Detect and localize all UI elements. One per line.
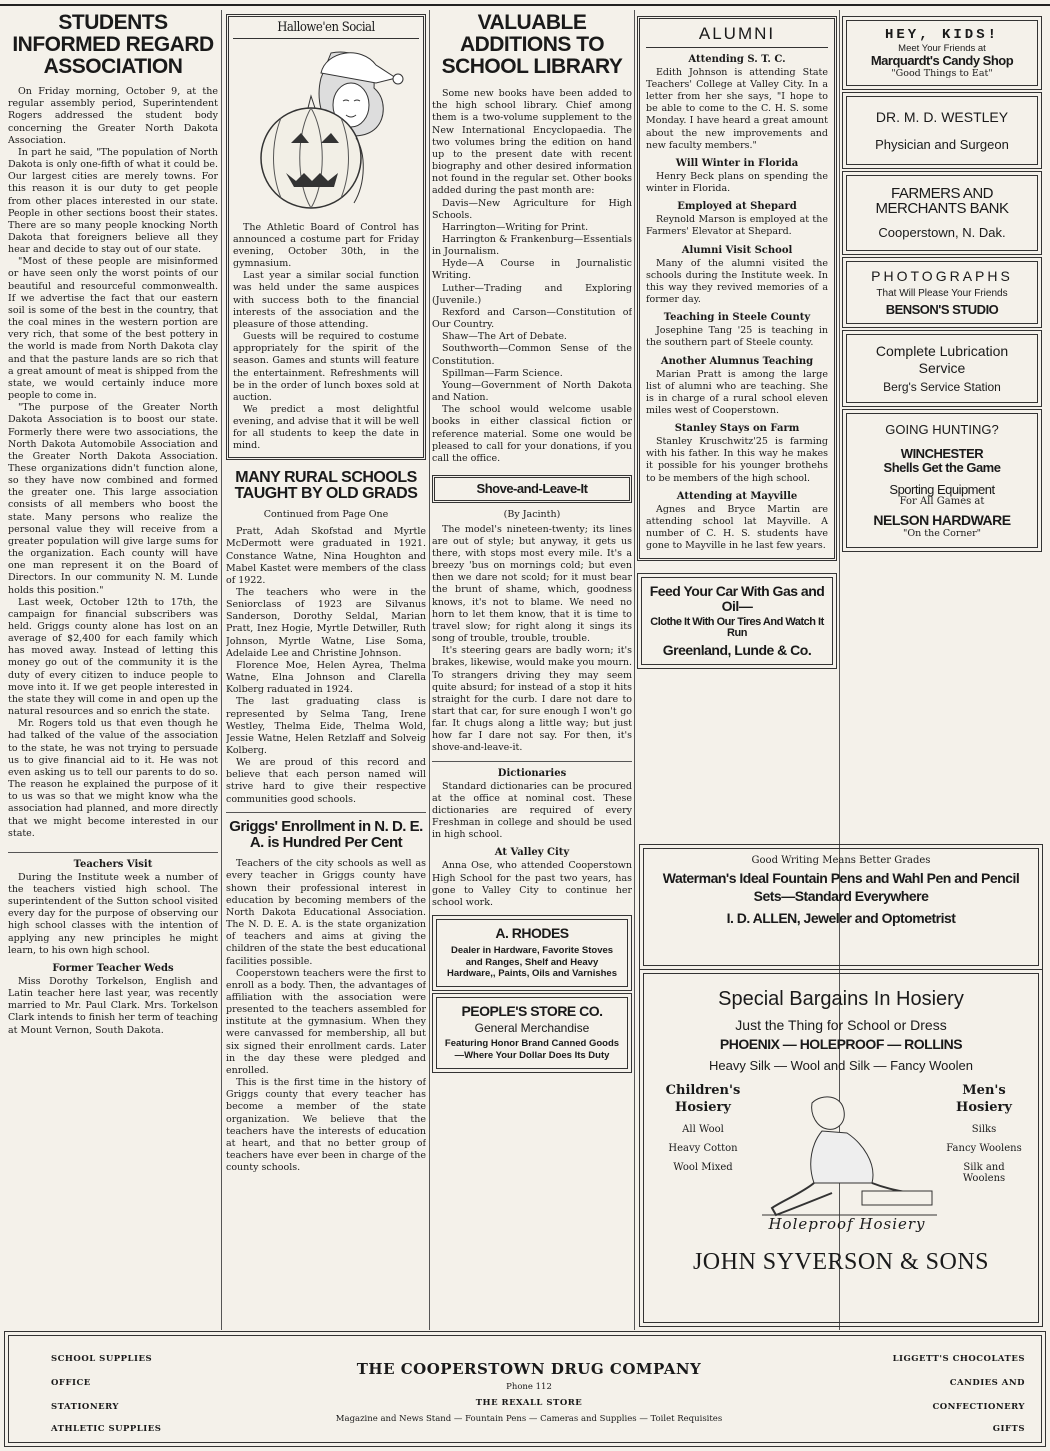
teachers-visit-title: Teachers Visit (73, 858, 153, 870)
column-2 (226, 10, 426, 1328)
peoples-store-ad (436, 997, 628, 1068)
drug-name: THE COOPERSTOWN DRUG COMPANY (356, 1360, 702, 1378)
book-item: Spillman—Farm Science. (442, 367, 563, 379)
drug-left-item: STATIONERY (51, 1402, 119, 1412)
halloween-paragraph: Guests will be required to costume appropriately for the spirit of the season. Games and stunts will feature the entertainment. Refreshments will be in the order of lunch boxes sold at auction. (233, 331, 419, 403)
column-rule (429, 10, 430, 1330)
book-item: Rexford and Carson—Constitution of Our Country. (432, 306, 632, 331)
hosiery-illustration (752, 1083, 942, 1233)
drug-rexall: THE REXALL STORE (475, 1398, 583, 1408)
shove-paragraph: The model's nineteen-twenty; its lines are out of style; but anyway, it gets us there, with stops most every mile. It's a breezy 'bus on mornings cold; but even then we dare not scold; for it must bear the brunt of shame, which, goodness knows, it's not to blame. We need no horn to let them know, that it is time to travel slow; for right along it sings its song of trouble, trouble, trouble. (432, 523, 632, 645)
hunt-line-6: NELSON HARDWARE (873, 512, 1011, 529)
rural-paragraph: Pratt, Adah Skofstad and Myrtle McDermott were graduated in 1921. Constance Watne, Nina Houghton and Mabel Kastet were members of the class of 1922. (226, 526, 426, 586)
column-rule (221, 10, 222, 1330)
rhodes-text: Dealer in Hardware, Favorite Stoves and Ranges, Shelf and Heavy Hardware,, Paints, Oils and Varnishes (446, 944, 617, 980)
book-item: Harrington & Frankenburg—Essentials in Journalism. (432, 234, 632, 258)
drug-company-ad (8, 1335, 1042, 1443)
drug-right-item: CONFECTIONERY (932, 1402, 1025, 1412)
candy-shop-ad (846, 20, 1038, 86)
hosiery-brands: PHOENIX — HOLEPROOF — ROLLINS (719, 1036, 963, 1052)
article-paragraph: In part he said, "The population of North Dakota is only one-fifth of what it could be. Our largest cities are merely towns. For this reason it is our duty to get people from other places interested in our state. People in other sections boost their states. There are so many people knocking North Dakota that foreigners believe all they hear and decide to stay out of our state. (8, 146, 218, 256)
halloween-paragraph: Last year a similar social function was held under the same auspices with success both to the financial interests of the association and the pleasure of those attending. (233, 270, 419, 330)
children-item: All Wool (682, 1124, 724, 1136)
peoples-text: Featuring Honor Brand Canned Goods—Where Your Dollar Does Its Duty (444, 1038, 620, 1061)
men-item: Silk and Woolens (962, 1162, 1006, 1185)
alumni-item-title: Alumni Visit School (681, 244, 793, 256)
divider (8, 852, 218, 853)
hosiery-title: Special Bargains In Hosiery (718, 988, 964, 1010)
lube-line-1: Complete Lubrication Service (875, 342, 1009, 376)
headline-griggs-enrollment: Griggs' Enrollment in N. D. E. A. is Hundred Per Cent (229, 817, 423, 851)
allen-line-2: Waterman's Ideal Fountain Pens and Wahl Pen and Pencil Sets—Standard Everywhere (662, 870, 1020, 904)
hunt-line-7: "On the Corner" (902, 527, 982, 539)
column-1 (8, 10, 218, 1328)
drug-right-item: CANDIES AND (949, 1378, 1025, 1388)
drug-right-item: LIGGETT'S CHOCOLATES (892, 1354, 1025, 1364)
alumni-item (646, 312, 828, 349)
hosiery-sub: Just the Thing for School or Dress (735, 1017, 947, 1033)
rural-paragraph: The last graduating class is represented by Selma Tang, Irene Westley, Thelma Eide, Thelma Wold, Jessie Watne, Helen Retzlaff and Solveig Kolberg. (226, 696, 426, 757)
kids-line-4: "Good Things to Eat" (891, 67, 993, 79)
greenland-lunde-ad (641, 577, 833, 664)
headline-library: VALUABLE ADDITIONS TO SCHOOL LIBRARY (441, 11, 623, 79)
book-item: Davis—New Agriculture for High Schools. (432, 197, 632, 221)
hosiery-illustration-area (652, 1083, 1030, 1243)
feed-line-2: Clothe It With Our Tires And Watch It Run (650, 615, 824, 640)
griggs-paragraph: This is the first time in the history of Griggs county that every teacher has become a member of the state organization. We believe that the teachers have the interests of education at heart, and that no better group of teachers have ever been in charge of the county schools. (226, 1077, 426, 1174)
shove-byline: (By Jacinth) (503, 508, 561, 520)
shove-box (432, 475, 632, 503)
continued-note: Continued from Page One (263, 509, 389, 521)
drug-left-item: OFFICE (51, 1378, 91, 1388)
article-paragraph: "The purpose of the Greater North Dakota Association is to boost our state. Formerly there were two associations, the North Dakota Automobile Association and the Greater North Dakota Association. These organizations didn't function alone, so they have now combined and formed the greater one. This large association consists of all members who boost the state. Many persons who realize the personal value they will receive from a greater population will give large sums for the organization. Each county will have one man represent it on the Board of Directors. In our community N. M. Lunde holds this position." (8, 402, 218, 596)
alumni-title: ALUMNI (646, 25, 828, 48)
rural-paragraph: The teachers who were in the Seniorclass of 1923 are Silvanus Sanderson, Dorothy Seldal, Marian Pratt, Inez Hogie, Myrtle Detwiller, Ruth Johnson, Myrtle Watne, Lise Soma, Adelaide Lee and Christine Johnson. (226, 586, 426, 659)
rhodes-name: A. RHODES (495, 925, 569, 941)
book-item: Harrington—Writing for Print. (442, 221, 589, 233)
book-item: Young—Government of North Dakota and Nation. (432, 379, 632, 404)
hosiery-kinds: Heavy Silk — Wool and Silk — Fancy Woolen (709, 1057, 973, 1073)
alumni-item-text: Josephine Tang '25 is teaching in the southern part of Steele county. (646, 325, 828, 349)
alumni-item-title: Attending S. T. C. (688, 53, 786, 65)
photo-line-2: That Will Please Your Friends (876, 288, 1008, 300)
alumni-item-title: Another Alumnus Teaching (660, 355, 814, 367)
article-paragraph: Last week, October 12th to 17th, the campaign for financial subscribers was held. Griggs county alone has lost on an average of $2,400 for each family which has moved away. Instead of letting this money go out of the community it is the duty of every citizen to induce people to move into it. If we get people interested in the state they will come in and open up the natural resources and so enrich the state. (8, 596, 218, 718)
syverson-store: JOHN SYVERSON & SONS (692, 1248, 990, 1275)
bank-ad (846, 175, 1038, 252)
drug-left-item: SCHOOL SUPPLIES (51, 1354, 153, 1364)
rhodes-ad (436, 919, 628, 987)
drug-left-item: ATHLETIC SUPPLIES (51, 1424, 162, 1434)
alumni-item-text: Many of the alumni visited the schools during the Institute week. In this way they revived memories of a former day. (646, 257, 828, 306)
book-item: Shaw—The Art of Debate. (442, 331, 567, 343)
feed-line-1: Feed Your Car With Gas and Oil— (649, 583, 825, 615)
halloween-box (226, 14, 426, 460)
halloween-illustration (236, 43, 416, 218)
divider (226, 812, 426, 813)
westley-ad (846, 96, 1038, 165)
kids-line-1: HEY, KIDS! (884, 27, 999, 43)
halloween-title: Hallowe'en Social (233, 21, 419, 39)
drug-right-item: GIFTS (992, 1424, 1025, 1434)
book-item: Southworth—Common Sense of the Constitution. (432, 343, 632, 367)
alumni-item-title: Teaching in Steele County (663, 312, 811, 324)
book-item: Luther—Trading and Exploring (Juvenile.) (432, 282, 632, 306)
teacher-weds-title: Former Teacher Weds (52, 962, 174, 974)
lube-line-2: Berg's Service Station (883, 380, 1001, 395)
alumni-item-title: Stanley Stays on Farm (674, 423, 800, 435)
article-paragraph: On Friday morning, October 9, at the regular assembly period, Superintendent Rogers addressed the student body concerning the Greater North Dakota Association. (8, 86, 218, 146)
article-paragraph: "Most of these people are misinformed or have seen only the worst points of our beautiful and resourceful commonwealth. If we advertise the fact that our eastern soil is some of the best in the country, that the coal mines in the western portion are very rich, that some of the best pottery in the world is made from North Dakota clay and that the pasture lands are so rich that a great amount of meat is shipped from the state, we would certainly induce more people to come in. (8, 256, 218, 402)
men-item: Fancy Woolens (946, 1143, 1022, 1155)
halloween-paragraph: We predict a most delightful evening, and advise that it will be well for all students to keep the date in mind. (233, 403, 419, 452)
westley-line-1: DR. M. D. WESTLEY (875, 108, 1009, 125)
shove-paragraph: It's steering gears are badly worn; it's brakes, likewise, would make you mourn. To strangers driving they may seem quite absurd; for instead of a stop it hits straight for the curb. I dare not dare to start that car, for sure enough I won't go far. It chugs along a little way; but just how far I dare not say. For then, it's shove-and-leave-it. (432, 645, 632, 754)
teacher-weds-text: Miss Dorothy Torkelson, English and Latin teacher here last year, was recently married to Mr. Paul Clark. Mrs. Torkelson Clark intends to finish her term of teaching at Mount Vernon, South Dakota. (8, 975, 218, 1036)
alumni-item-text: Edith Johnson is attending State Teachers' College at Valley City. In a letter from her she says, "I hope to be able to come to the C. H. S. some Monday. I have heard a great amount about the new improvements and new faculty members." (646, 66, 828, 151)
kids-line-3: Marquardt's Candy Shop (870, 53, 1014, 68)
teachers-visit-text: During the Institute week a number of the teachers vistied high school. The superintendent of the Sutton school visited every day for the purpose of observing our high school classes with the intention of applying any new principles he might learn, to his own high school. (8, 871, 218, 956)
peoples-name: PEOPLE'S STORE CO. (461, 1003, 603, 1020)
book-item: Hyde—A Course in Journalistic Writing. (432, 258, 632, 282)
rural-paragraph: Florence Moe, Helen Ayrea, Thelma Watne, Elna Johnson and Clarella Kolberg raduated in 1924. (226, 659, 426, 696)
allen-line-1: Good Writing Means Better Grades (751, 855, 931, 866)
hosiery-ad (643, 973, 1039, 1323)
library-intro: Some new books have been added to the high school library. Chief among them is a two-volume supplement to the New International Encyclopaedia. The two volumes bring the edition on hand up to the present date with recent biography and other desired information not found in the regular set. Other books added during the past month are: (432, 88, 632, 197)
hunt-line-2: WINCHESTER (900, 446, 984, 462)
alumni-item-text: Stanley Kruschwitz'25 is farming with his father. In this way he makes it possible for his younger brothehs to be members of the high school. (646, 436, 828, 484)
men-title: Men's Hosiery (956, 1082, 1012, 1115)
valley-city-title: At Valley City (494, 847, 570, 859)
alumni-item-text: Marian Pratt is among the large list of alumni who are teaching. She is in charge of a rural school eleven miles west of Cooperstown. (646, 368, 828, 416)
griggs-paragraph: Teachers of the city schools as well as every teacher in Griggs county have shown their professional interest in education by becoming members of the North Dakota Educational Association. The N. D. E. A. is the state organization of teachers and aims at giving the children of the state the best educational facilities possible. (226, 858, 426, 967)
kids-line-2: Meet Your Friends at (898, 43, 986, 54)
column-3 (432, 10, 632, 1328)
halloween-paragraph: The Athletic Board of Control has announced a costume part for Friday evening, October 30th, in the gymnasium. (233, 221, 419, 270)
alumni-item (646, 245, 828, 307)
holeproof-logo: Holeproof Hosiery (768, 1214, 926, 1233)
alumni-item-text: Reynold Marson is employed at the Farmers' Elevator at Shepard. (646, 214, 828, 238)
rural-paragraph: We are proud of this record and believe that each person named will strive hard to give their respective communities good schools. (226, 757, 426, 805)
hunt-line-3: Shells Get the Game (883, 460, 1001, 476)
alumni-item-title: Employed at Shepard (677, 201, 797, 213)
alumni-item (646, 201, 828, 238)
peoples-sub: General Merchandise (474, 1021, 590, 1035)
nelson-hardware-ad (846, 413, 1038, 548)
alumni-item-text: Henry Beck plans on spending the winter in Florida. (646, 170, 828, 195)
drug-center (209, 1360, 849, 1424)
alumni-item (646, 54, 828, 152)
divider (432, 761, 632, 762)
allen-line-3: I. D. ALLEN, Jeweler and Optometrist (726, 910, 956, 926)
valley-city-text: Anna Ose, who attended Cooperstown High School for the past two years, has gone to Valley City to continue her school work. (432, 860, 632, 908)
alumni-section (637, 16, 837, 561)
alumni-item-title: Attending at Mayville (676, 490, 798, 502)
bank-line-2: Cooperstown, N. Dak. (878, 225, 1006, 241)
drug-services: Magazine and News Stand — Fountain Pens — Cameras and Supplies — Toilet Requisites (335, 1414, 723, 1424)
benson-studio-ad (846, 261, 1038, 324)
westley-line-2: Physician and Surgeon (875, 136, 1009, 152)
berg-station-ad (846, 334, 1038, 404)
article-paragraph: Mr. Rogers told us that even though he had talked of the value of the association to the state, he was not trying to persuade us to give financial aid to it. He was not even asking us to tell our parents to do so. The reason he explained the purpose of it to us was so that we might know wha the association had planned, and more directly that we might become interested in our state. (8, 718, 218, 839)
drug-phone: Phone 112 (506, 1382, 552, 1392)
alumni-item-text: Agnes and Bryce Martin are attending school lat Mayville. A number of C. H. S. students have gone to Mayville in he last few years. (646, 503, 828, 552)
griggs-paragraph: Cooperstown teachers were the first to enroll as a body. Then, the advantages of affiliation with the association were presented to the teachers assembled for institute at the gymnasium. When they were canvassed for membership, all but six signed their enrollment cards. Later in the day these were pledged and enrolled. (226, 967, 426, 1076)
column-rule (634, 10, 635, 1330)
headline-rural-schools: MANY RURAL SCHOOLS TAUGHT BY OLD GRADS (234, 468, 418, 503)
children-item: Heavy Cotton (668, 1143, 738, 1155)
hunt-line-5: For All Games at (899, 496, 985, 508)
men-item: Silks (971, 1124, 997, 1136)
alumni-item (646, 158, 828, 195)
hunt-line-4: Sporting Equipment (889, 481, 995, 497)
library-outro: The school would welcome usable books in either classical fiction or reference material. Some one would be pleased to call for your donations, if you call the office. (432, 404, 632, 464)
feed-line-3: Greenland, Lunde & Co. (662, 641, 812, 658)
hunt-line-1: GOING HUNTING? (885, 422, 999, 438)
allen-ad (643, 848, 1039, 966)
top-rule (0, 4, 1050, 6)
photo-line-1: PHOTOGRAPHS (871, 268, 1013, 285)
men-hosiery (944, 1083, 1024, 1185)
alumni-item (646, 491, 828, 553)
photo-line-3: BENSON'S STUDIO (885, 302, 999, 318)
bank-line-1: FARMERS AND MERCHANTS BANK (875, 184, 1009, 218)
dictionaries-text: Standard dictionaries can be procured at the office at nominal cost. These dictionaries are required of every Freshman in college and should be used in high school. (432, 780, 632, 841)
alumni-item (646, 356, 828, 418)
dictionaries-title: Dictionaries (497, 767, 567, 779)
children-hosiery (658, 1083, 748, 1174)
children-item: Wool Mixed (673, 1162, 733, 1174)
alumni-item-title: Will Winter in Florida (675, 157, 799, 169)
alumni-item (646, 423, 828, 485)
headline-association: STUDENTS INFORMED REGARD ASSOCIATION (12, 11, 214, 79)
shove-title: Shove-and-Leave-It (476, 480, 588, 496)
children-title: Children's Hosiery (665, 1082, 741, 1115)
